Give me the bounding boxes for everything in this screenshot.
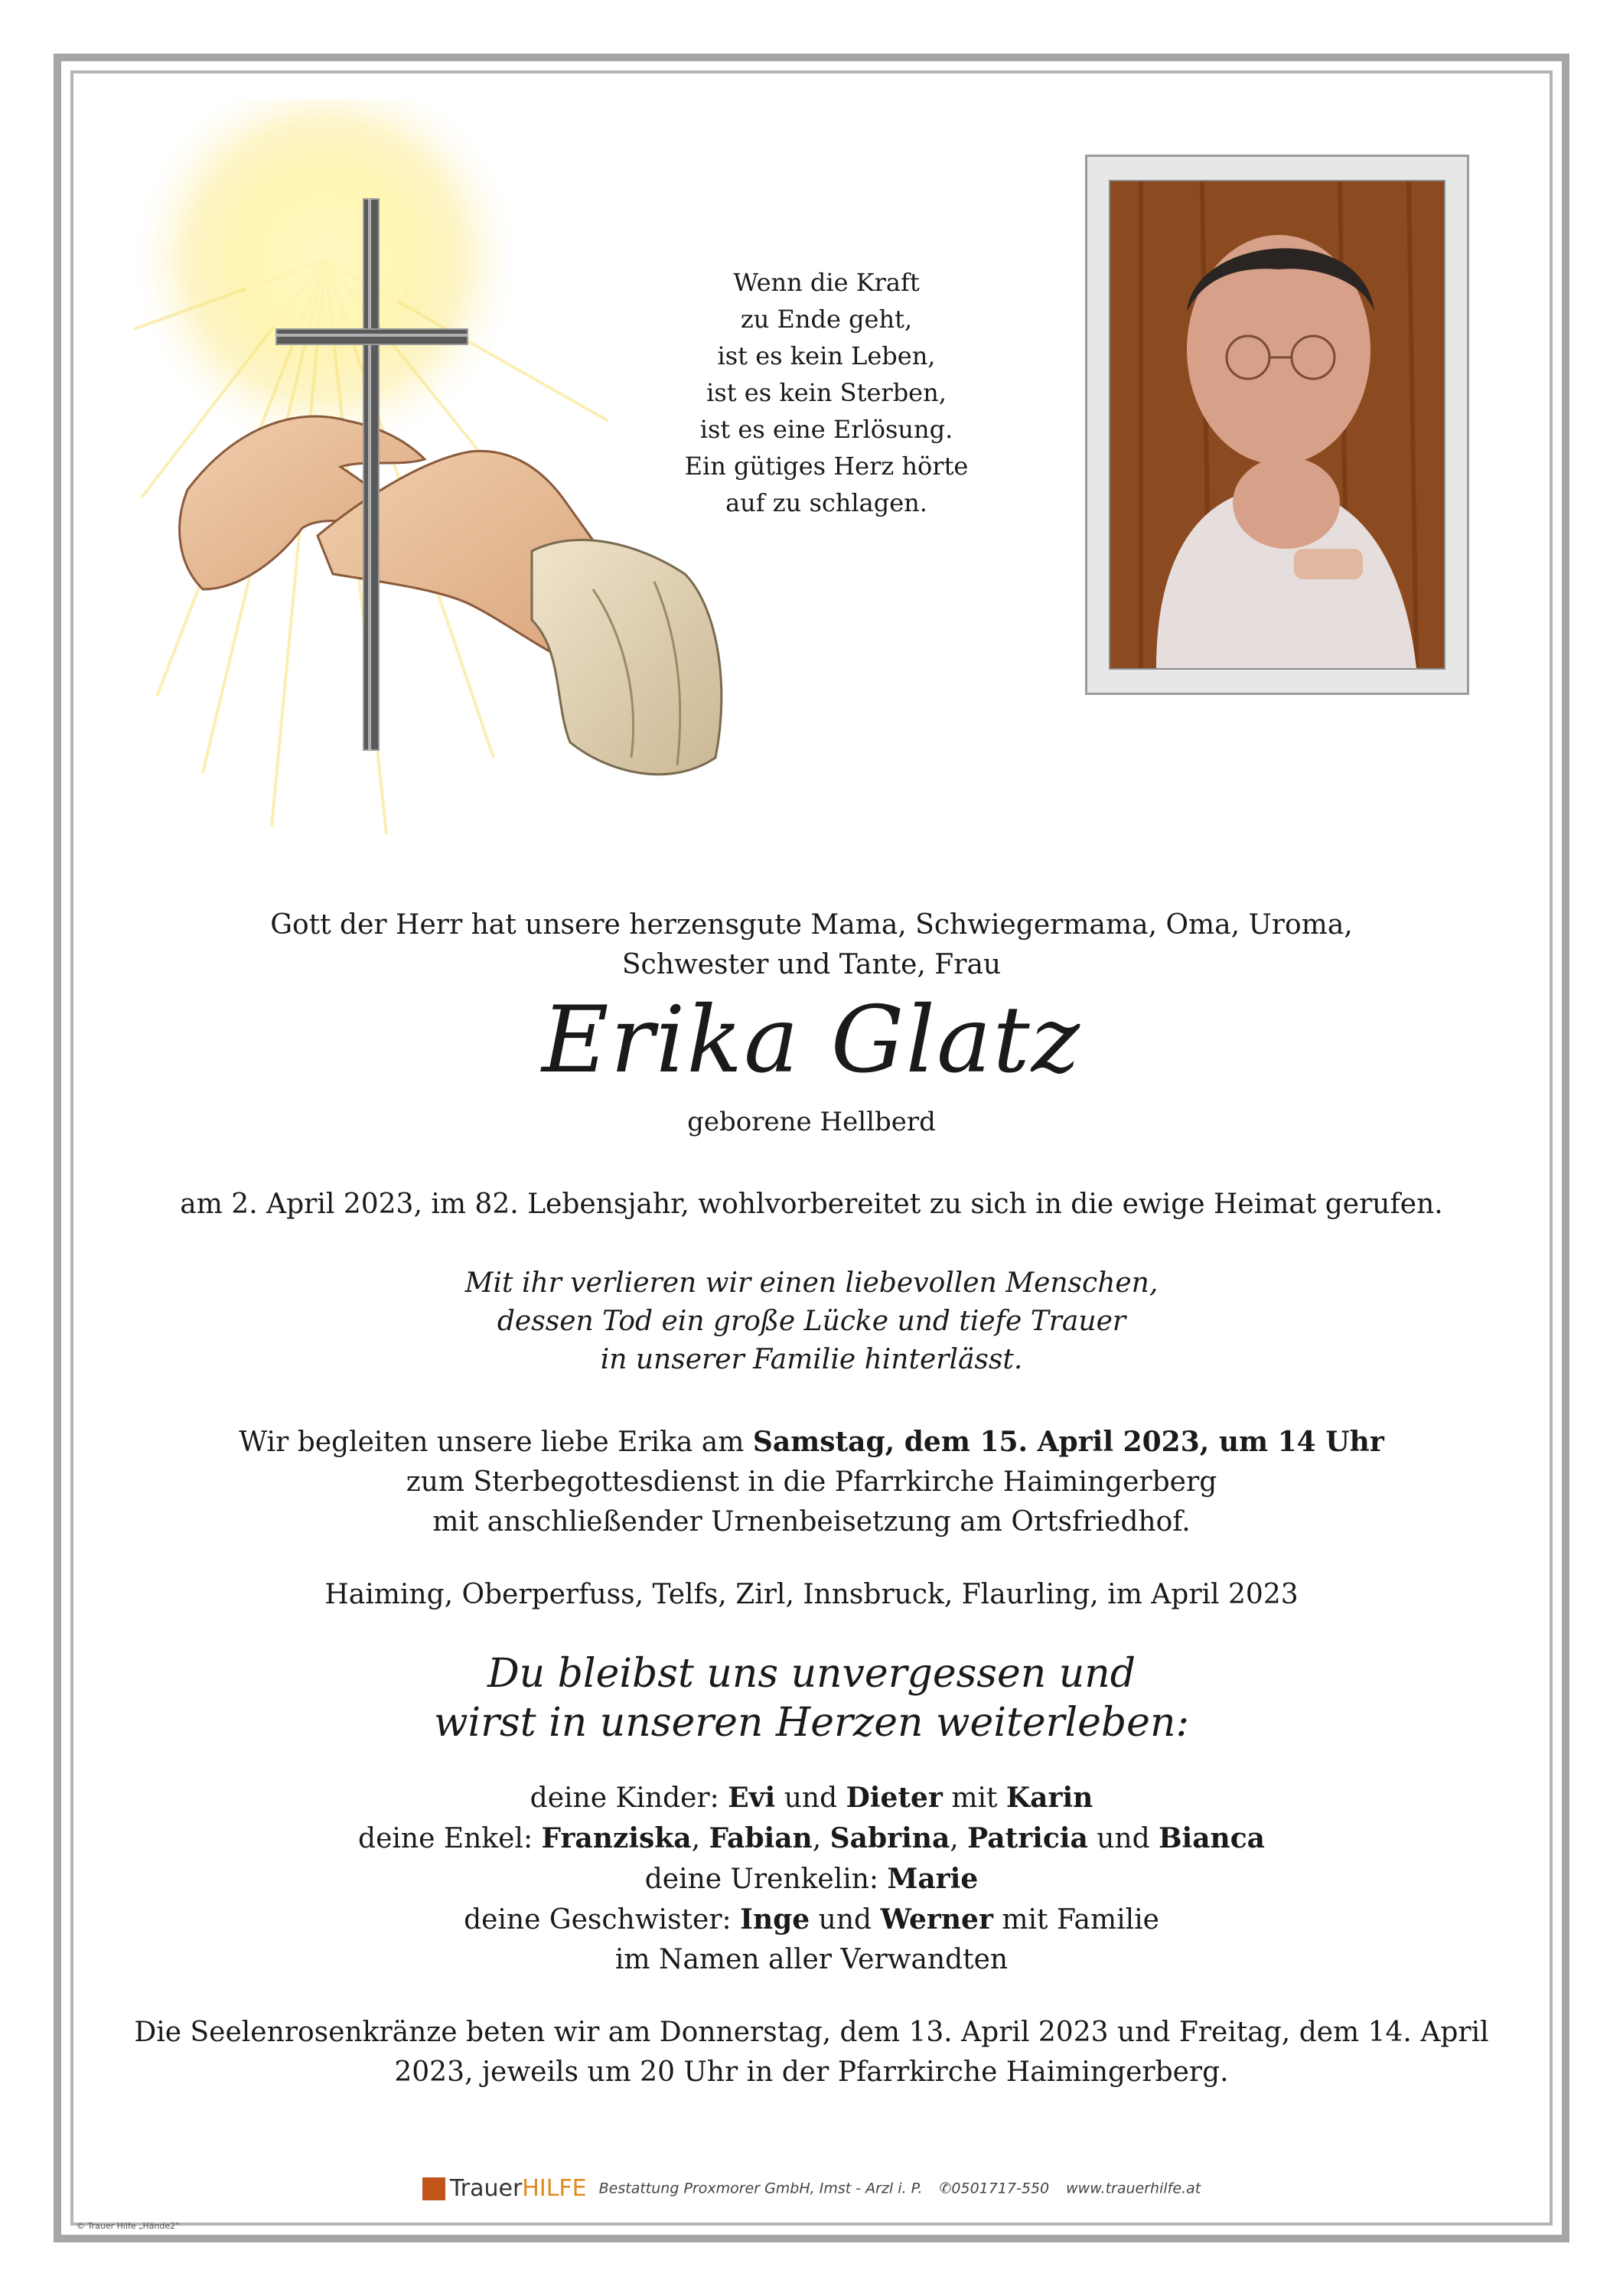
mourners-relatives: im Namen aller Verwandten <box>614 1944 1009 1975</box>
footer <box>0 2175 1623 2202</box>
grandchild-name: Bianca <box>1159 1822 1265 1854</box>
intro-text <box>0 905 1623 985</box>
funeral-info <box>0 1422 1623 1542</box>
company-name: Bestattung Proxmorer GmbH, Imst - Arzl i. P. <box>598 2180 923 2197</box>
funeral-line-2: zum Sterbegottesdienst in die Pfarrkirche Haimingerberg <box>406 1466 1217 1498</box>
birth-name: geborene Hellberd <box>687 1107 936 1137</box>
brand-name-part1: Trauer <box>449 2175 523 2202</box>
farewell-text <box>0 1649 1623 1747</box>
poem-line: Ein gütiges Herz hörte <box>684 452 969 481</box>
conjunction: und <box>775 1782 846 1814</box>
spouse-name: Karin <box>1005 1782 1093 1814</box>
grandchild-name: Franziska <box>541 1822 692 1854</box>
grandchild-name: Fabian <box>709 1822 813 1854</box>
poem-line: ist es eine Erlösung. <box>699 415 953 444</box>
poem-line: Wenn die Kraft <box>733 268 920 297</box>
intro-line-2: Schwester und Tante, Frau <box>621 949 1002 980</box>
child-name: Dieter <box>846 1782 943 1814</box>
siblings-label: deine Geschwister: <box>464 1904 741 1936</box>
rosary-line-1: Die Seelenrosenkränze beten wir am Donnerstag, dem 13. April 2023 und Freitag, dem 14. April <box>134 2017 1489 2048</box>
copyright-note: © Trauer Hilfe „Hände2“ <box>77 2221 180 2231</box>
conjunction: und <box>810 1904 881 1936</box>
trauerhilfe-logo-icon <box>422 2177 445 2200</box>
funeral-line-1 <box>0 1422 1623 1463</box>
rosary-line-2: 2023, jeweils um 20 Uhr in der Pfarrkirche Haimingerberg. <box>394 2056 1229 2088</box>
funeral-line-3: mit anschließender Urnenbeisetzung am Ortsfriedhof. <box>432 1506 1191 1538</box>
intro-line-1: Gott der Herr hat unsere herzensgute Mama, Schwiegermama, Oma, Uroma, <box>270 909 1353 941</box>
poem-line: zu Ende geht, <box>740 305 913 334</box>
great-grandchild-label: deine Urenkelin: <box>644 1864 888 1895</box>
funeral-date-time: Samstag, dem 15. April 2023, um 14 Uhr <box>752 1426 1384 1458</box>
mourners-list <box>0 1778 1623 1980</box>
grandchild-name: Patricia <box>967 1822 1088 1854</box>
quote-line: in unserer Familie hinterlässt. <box>600 1344 1023 1375</box>
poem-line: ist es kein Sterben, <box>706 378 947 407</box>
poem-line: ist es kein Leben, <box>717 341 936 370</box>
remembrance-quote <box>0 1264 1623 1379</box>
brand-name-part2: HILFE <box>522 2175 587 2202</box>
portrait-image <box>1110 181 1444 668</box>
poem-line: auf zu schlagen. <box>725 488 927 517</box>
funeral-prefix: Wir begleiten unsere liebe Erika am <box>239 1427 753 1458</box>
rosary-info <box>0 2013 1623 2092</box>
portrait-frame <box>1085 155 1469 695</box>
children-label: deine Kinder: <box>530 1782 728 1814</box>
siblings-suffix: mit Familie <box>992 1904 1159 1936</box>
mourners-grandchildren <box>0 1818 1623 1859</box>
conjunction: mit <box>942 1782 1006 1814</box>
mourners-siblings <box>0 1900 1623 1940</box>
quote-line: Mit ihr verlieren wir einen liebevollen Menschen, <box>464 1267 1159 1299</box>
phone-number: ✆0501717-550 <box>939 2180 1050 2197</box>
sibling-name: Inge <box>740 1903 810 1936</box>
sleeve <box>532 540 722 775</box>
mourners-great-grandchild <box>0 1859 1623 1900</box>
death-notice: am 2. April 2023, im 82. Lebensjahr, wohlvorbereitet zu sich in die ewige Heimat gerufen. <box>180 1189 1443 1220</box>
deceased-name: Erika Glatz <box>542 987 1081 1094</box>
separator: , <box>812 1823 830 1854</box>
child-name: Evi <box>728 1782 776 1814</box>
portrait-photo <box>1109 180 1445 670</box>
quote-line: dessen Tod ein große Lücke und tiefe Trauer <box>497 1306 1126 1337</box>
poem <box>627 264 1025 521</box>
conjunction: und <box>1087 1823 1159 1854</box>
farewell-line-1: Du bleibst uns unvergessen und <box>487 1651 1136 1697</box>
places-date: Haiming, Oberperfuss, Telfs, Zirl, Innsbruck, Flaurling, im April 2023 <box>324 1579 1299 1610</box>
separator: , <box>950 1823 968 1854</box>
grandchildren-label: deine Enkel: <box>358 1823 542 1854</box>
separator: , <box>691 1823 709 1854</box>
farewell-line-2: wirst in unseren Herzen weiterleben: <box>434 1700 1189 1746</box>
mourners-children <box>0 1778 1623 1818</box>
website-link[interactable]: www.trauerhilfe.at <box>1066 2180 1201 2197</box>
grandchild-name: Sabrina <box>829 1822 950 1854</box>
great-grandchild-name: Marie <box>887 1863 979 1895</box>
sibling-name: Werner <box>880 1903 993 1936</box>
